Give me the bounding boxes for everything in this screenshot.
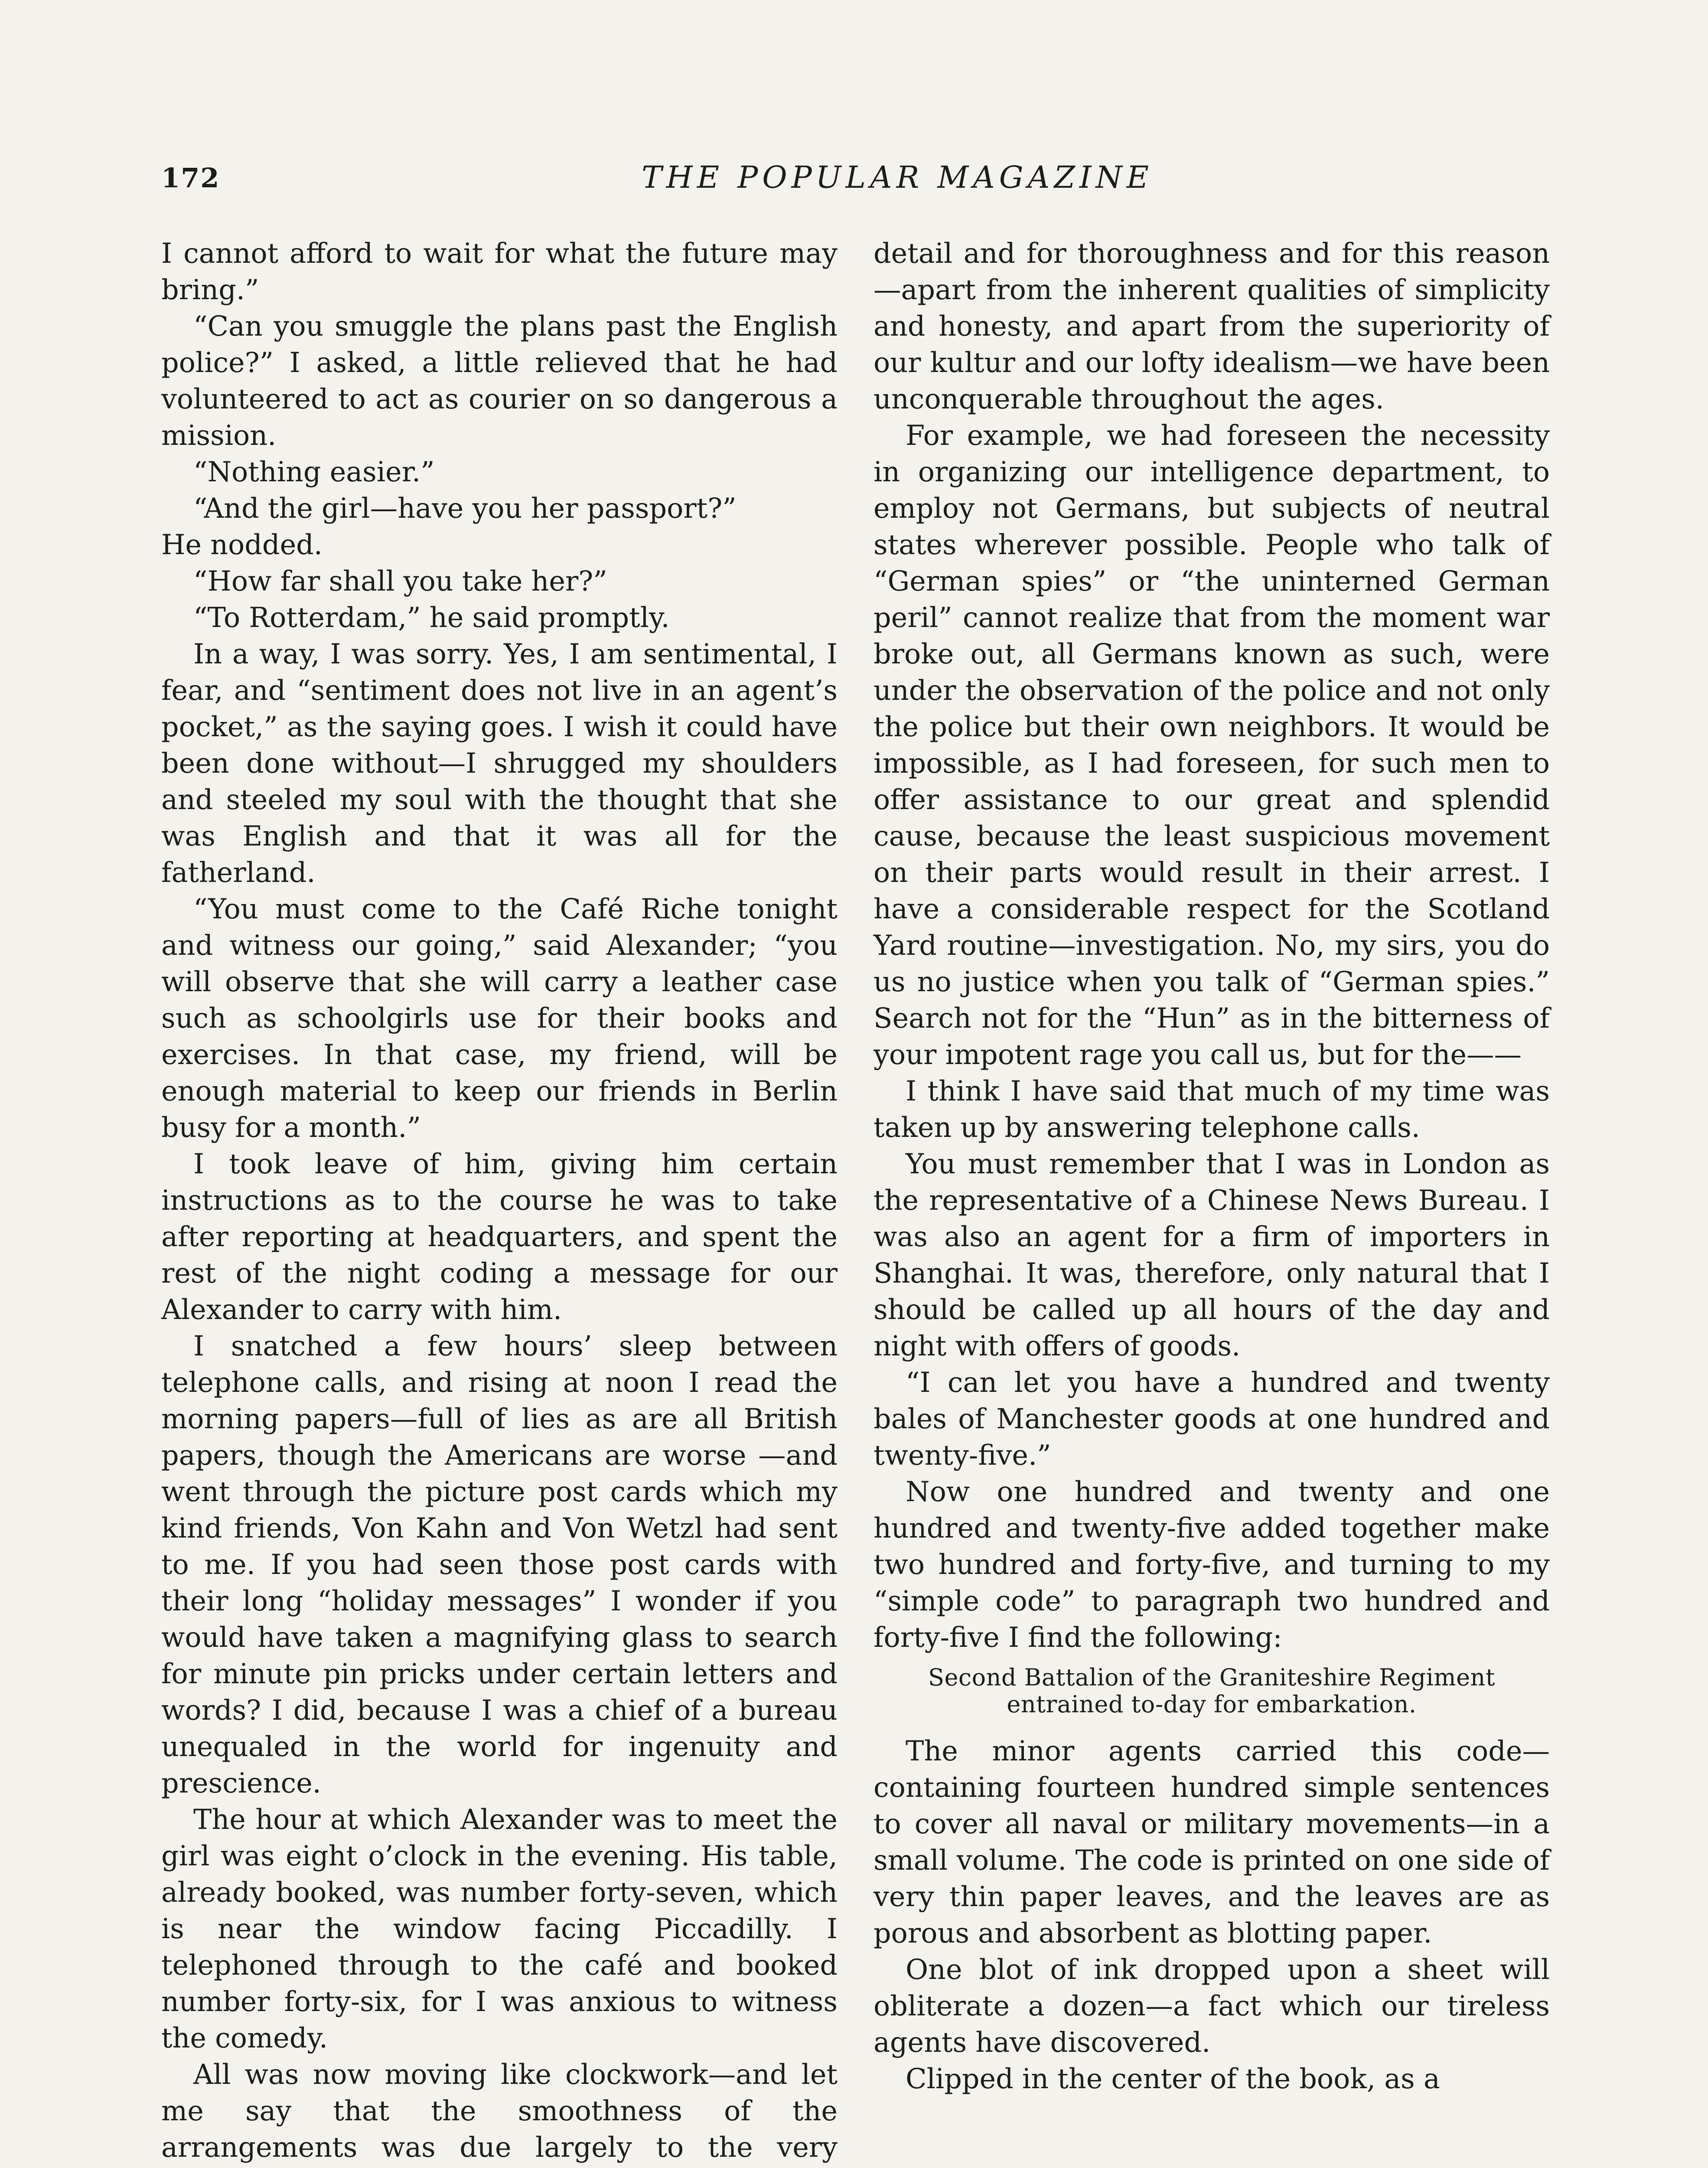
paragraph: All was now moving like clockwork—and let me say that the smoothness of the arrangements was due largely to the very (161, 2058, 838, 2163)
paragraph: One blot of ink dropped upon a sheet will obliterate a dozen—a fact which our tireless agents have discovered. (874, 1953, 1550, 2058)
paragraph: “I can let you have a hundred and twenty bales of Manchester goods at one hundred and twenty-five.” (874, 1366, 1550, 1471)
paragraph: “And the girl—have you her passport?” (193, 492, 737, 524)
left-column (161, 235, 838, 2168)
paragraph: He nodded. (161, 529, 323, 561)
paragraph: “To Rotterdam,” he said promptly. (193, 601, 670, 633)
quote-line: Second Battalion of the Graniteshire Regiment (928, 1664, 1496, 1691)
paragraph: I cannot afford to wait for what the future may bring.” (161, 237, 838, 306)
paragraph: The hour at which Alexander was to meet the girl was eight o’clock in the evening. His table, already booked, was number forty-seven, which is near the window facing Piccadilly. I telephoned through to the café and booked number forty-six, for I was anxious to witness the comedy. (161, 1803, 838, 2054)
paragraph: I snatched a few hours’ sleep between telephone calls, and rising at noon I read the morning papers—full of lies as are all British papers, though the Americans are worse —and went through the picture post cards which my kind friends, Von Kahn and Von Wetzl had sent to me. If you had seen those post cards with their long “holiday messages” I wonder if you would have taken a magnifying glass to search for minute pin pricks under certain letters and words? I did, because I was a chief of a bureau unequaled in the world for ingenuity and prescience. (161, 1330, 838, 1799)
paragraph: In a way, I was sorry. Yes, I am sentimental, I fear, and “sentiment does not live in an agent’s pocket,” as the saying goes. I wish it could have been done without—I shrugged my shoulders and steeled my soul with the thought that she was English and that it was all for the fatherland. (161, 638, 838, 888)
paragraph: “How far shall you take her?” (193, 565, 607, 597)
paragraph: For example, we had foreseen the necessity in organizing our intelligence department, to employ not Germans, but subjects of neutral states wherever possible. People who talk of “German spies” or “the uninterned German peril” cannot realize that from the moment war broke out, all Germans known as such, were under the observation of the police and not only the police but their own neighbors. It would be impossible, as I had foreseen, for such men to offer assistance to our great and splendid cause, because the least suspicious movement on their parts would result in their arrest. I have a considerable respect for the Scotland Yard routine—investigation. No, my sirs, you do us no justice when you talk of “German spies.” Search not for the “Hun” as in the bitterness of your impotent rage you call us, but for the—— (874, 419, 1550, 1071)
paragraph: “Can you smuggle the plans past the English police?” I asked, a little relieved that he had volunteered to act as courier on so dangerous a mission. (161, 310, 838, 451)
paragraph: “You must come to the Café Riche tonight and witness our going,” said Alexander; “you will observe that she will carry a leather case such as schoolgirls use for their books and exercises. In that case, my friend, will be enough material to keep our friends in Berlin busy for a month.” (161, 893, 838, 1143)
paragraph: I took leave of him, giving him certain instructions as to the course he was to take after reporting at headquarters, and spent the rest of the night coding a message for our Alexander to carry with him. (161, 1148, 838, 1326)
running-head: THE POPULAR MAGAZINE (642, 160, 1153, 195)
page-number: 172 (161, 162, 220, 194)
paragraph: You must remember that I was in London as the representative of a Chinese News Bureau. I was also an agent for a firm of importers in Shanghai. It was, therefore, only natural that I should be called up all hours of the day and night with offers of goods. (874, 1148, 1550, 1362)
paragraph: “Nothing easier.” (193, 456, 435, 488)
code-quote (874, 1664, 1550, 1718)
quote-line: entrained to-day for embarkation. (1007, 1691, 1417, 1718)
right-column (874, 235, 1550, 2097)
paragraph: Clipped in the center of the book, as a (906, 2063, 1440, 2095)
paragraph: I think I have said that much of my time was taken up by answering telephone calls. (874, 1075, 1550, 1143)
paragraph: The minor agents carried this code—containing fourteen hundred simple sentences to cover all naval or military movements—in a small volume. The code is printed on one side of very thin paper leaves, and the leaves are as porous and absorbent as blotting paper. (874, 1735, 1550, 1949)
paragraph: detail and for thoroughness and for this reason—apart from the inherent qualities of simplicity and honesty, and apart from the superiority of our kultur and our lofty idealism—we have been unconquerable throughout the ages. (874, 237, 1550, 415)
paragraph: Now one hundred and twenty and one hundred and twenty-five added together make two hundred and forty-five, and turning to my “simple code” to paragraph two hundred and forty-five I find the following: (874, 1476, 1550, 1653)
